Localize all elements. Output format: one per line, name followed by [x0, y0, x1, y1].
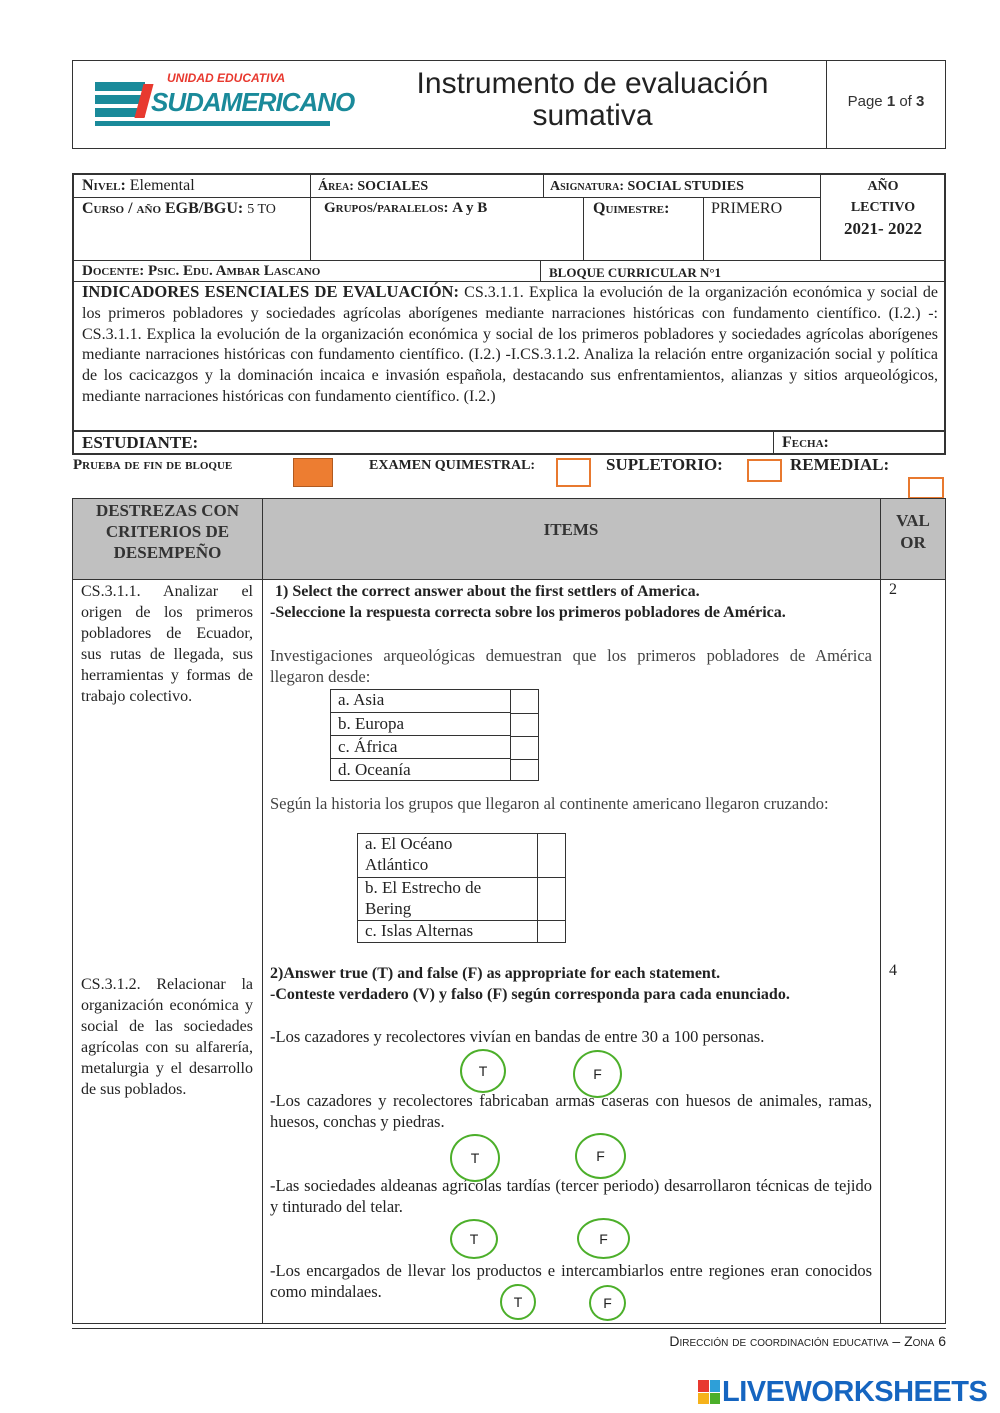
- docente-field: Docente: Psic. Edu. Ambar Lascano: [82, 263, 321, 279]
- question-1-prompt-2: Según la historia los grupos que llegaron al continente americano llegaron cruzando:: [270, 794, 829, 813]
- statement: -Los encargados de llevar los productos e intercambiarlos entre regiones eran conocidos como mindalaes.: [270, 1261, 872, 1301]
- page-indicator: Page 1 of 3: [847, 93, 925, 110]
- quimestre-label: Quimestre:: [593, 200, 670, 217]
- question-1-value: 2: [889, 581, 897, 598]
- indicadores-text: INDICADORES ESENCIALES DE EVALUACIÓN: CS.3.1.1. Explica la evolución de la organización económica y social de los primeros pobladores y sociedades agrícolas aborígenes mediante narraciones históricas con fundamento científico. (I.2.) -: CS.3.1.1. Explica la evolución de la organización económica y social de los primeros pobladores y sociedades agrícolas aborígenes mediante narraciones históricas con fundamento científico. (I.2.) -I.CS.3.1.2. Analiza la relación entre organización social y política de los cacicazgos y la dominación incaica e invasión española, destacando sus enfrentamientos, alianzas y sitios arqueológicos, mediante narraciones históricas con fundamento científico. (I.2.): [82, 282, 939, 405]
- question-1-title-en: 1) Select the correct answer about the first settlers of America.: [275, 583, 700, 600]
- question-2-title-es: -Conteste verdadero (V) y falso (F) según corresponda para cada enunciado.: [270, 986, 790, 1003]
- skill-text: CS.3.1.2. Relacionar la organización económica y social de las sociedades agrícolas con su alfarería, metalurgia y el desarrollo de sus poblados.: [81, 976, 253, 1098]
- liveworksheets-brand: LIVEWORKSHEETS: [722, 1376, 988, 1408]
- false-option[interactable]: F: [577, 1218, 630, 1259]
- header-valor: VAL OR: [896, 511, 930, 552]
- option-africa[interactable]: c. África: [330, 736, 510, 759]
- true-option[interactable]: T: [450, 1219, 498, 1259]
- true-option[interactable]: T: [450, 1134, 500, 1182]
- option-asia[interactable]: a. Asia: [330, 689, 510, 713]
- statement: -Las sociedades aldeanas agrícolas tardías (tercer periodo) desarrollaron técnicas de tejido y tinturado del telar.: [270, 1176, 872, 1216]
- estudiante-label: ESTUDIANTE:: [82, 433, 199, 452]
- prueba-label: Prueba de fin de bloque: [73, 457, 233, 473]
- supletorio-label: SUPLETORIO:: [606, 455, 723, 474]
- school-logo: UNIDAD EDUCATIVA SUDAMERICANO: [95, 72, 340, 128]
- true-option[interactable]: T: [460, 1049, 506, 1093]
- examen-label: EXAMEN QUIMESTRAL:: [369, 458, 536, 473]
- option-oceano-atlantico[interactable]: a. El Océano Atlántico: [365, 834, 453, 874]
- examen-checkbox[interactable]: [556, 458, 591, 487]
- statement: -Los cazadores y recolectores vivían en bandas de entre 30 a 100 personas.: [270, 1027, 765, 1046]
- statement: -Los cazadores y recolectores fabricaban armas caseras con huesos de animales, ramas, huesos, conchas y piedras.: [270, 1091, 872, 1131]
- header-destrezas: DESTREZAS CON CRITERIOS DE DESEMPEÑO: [95, 501, 240, 562]
- liveworksheets-logo-icon: [698, 1380, 720, 1404]
- fecha-label: Fecha:: [782, 434, 829, 451]
- asignatura-field: Asignatura: SOCIAL STUDIES: [550, 179, 744, 194]
- question-1-title-es: -Seleccione la respuesta correcta sobre los primeros pobladores de América.: [270, 604, 786, 621]
- option-europa[interactable]: b. Europa: [330, 713, 510, 736]
- option-estrecho-bering[interactable]: b. El Estrecho de Bering: [365, 878, 482, 918]
- grupos-field: Grupos/paralelos: A y B: [324, 200, 488, 216]
- skill-text: CS.3.1.1. Analizar el origen de los primeros pobladores de Ecuador, sus rutas de llegada, sus herramientas y formas de trabajo colectivo.: [81, 583, 253, 705]
- question-2-title-en: 2)Answer true (T) and false (F) as appropriate for each statement.: [270, 965, 721, 982]
- remedial-checkbox[interactable]: [908, 477, 944, 499]
- false-option[interactable]: F: [575, 1133, 626, 1179]
- prueba-checkbox[interactable]: [293, 458, 333, 487]
- remedial-label: REMEDIAL:: [790, 455, 890, 474]
- option-islas-alternas[interactable]: c. Islas Alternas: [365, 921, 474, 940]
- false-option[interactable]: F: [573, 1050, 622, 1098]
- document-title: Instrumento de evaluación sumativa: [416, 67, 769, 132]
- false-option[interactable]: F: [589, 1285, 626, 1321]
- question-2-value: 4: [889, 962, 897, 979]
- footer-text: Dirección de coordinación educativa – Zona 6: [669, 1333, 946, 1349]
- curso-field: Curso / año EGB/BGU: 5 TO: [82, 200, 276, 217]
- bloque-curricular: BLOQUE CURRICULAR N°1: [549, 265, 722, 280]
- nivel-field: Nivel: Elemental: [82, 177, 195, 194]
- supletorio-checkbox[interactable]: [747, 459, 782, 482]
- anio-lectivo: AÑO LECTIVO 2021- 2022: [844, 179, 922, 238]
- quimestre-value: PRIMERO: [711, 200, 783, 217]
- header-items: ITEMS: [543, 520, 599, 539]
- area-field: Área: SOCIALES: [318, 179, 429, 194]
- option-oceania[interactable]: d. Oceanía: [338, 760, 411, 779]
- true-option[interactable]: T: [500, 1284, 536, 1320]
- question-1-prompt: Investigaciones arqueológicas demuestran que los primeros pobladores de América llegaron desde:: [270, 646, 872, 686]
